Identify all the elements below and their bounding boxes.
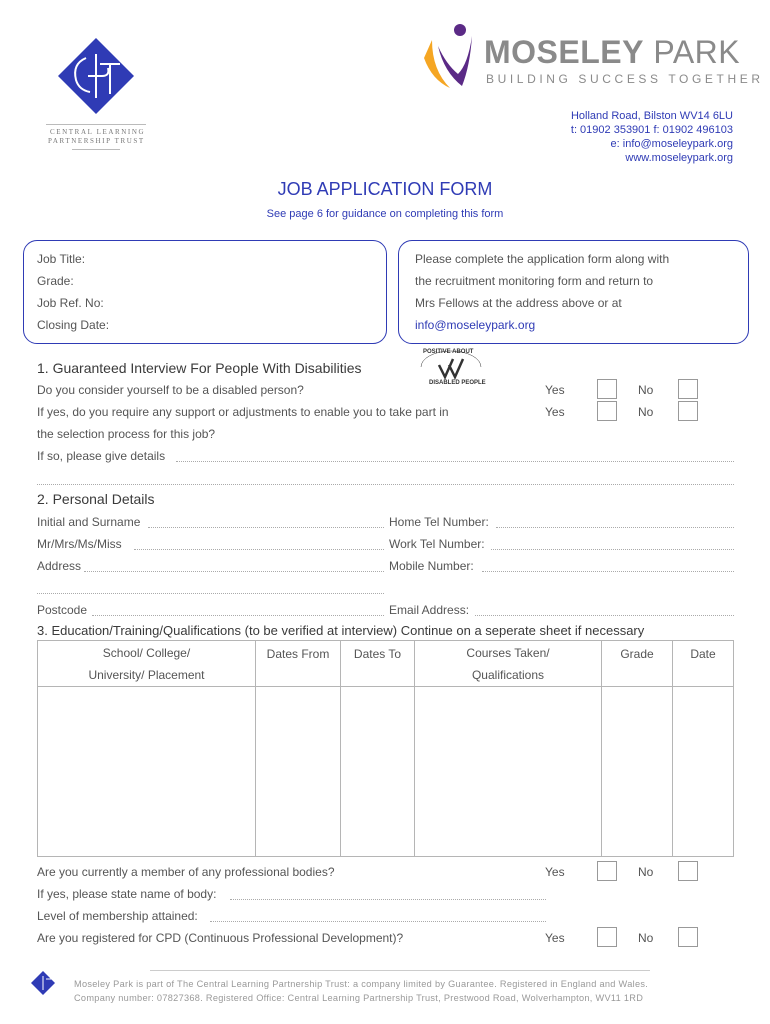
support-no-label: No: [638, 405, 654, 419]
disabled-no-label: No: [638, 383, 654, 397]
footer-logo: [30, 970, 56, 1006]
disabled-question: Do you consider yourself to be a disabled person?: [37, 383, 304, 397]
cltp-name-line2: PARTNERSHIP TRUST: [48, 137, 145, 145]
email-input[interactable]: [475, 615, 734, 616]
courses-column-header: Courses Taken/ Qualifications: [415, 641, 602, 687]
dates-from-cell[interactable]: [256, 687, 341, 857]
disabled-yes-checkbox[interactable]: [597, 379, 617, 399]
cltp-logo: [46, 36, 146, 151]
section3-heading-bold: 3. Education/Training/Qualifications (to be verified at interview): [37, 623, 398, 638]
cltp-name-line1: CENTRAL LEARNING: [50, 128, 146, 136]
cpd-question: Are you registered for CPD (Continuous Professional Development)?: [37, 931, 404, 945]
state-body-input[interactable]: [230, 899, 546, 900]
contact-website[interactable]: www.moseleypark.org: [625, 152, 733, 164]
address-input[interactable]: [84, 571, 384, 572]
instructions-line2: the recruitment monitoring form and return to: [415, 274, 654, 288]
page-subtitle: See page 6 for guidance on completing this form: [266, 208, 504, 220]
work-tel-label: Work Tel Number:: [389, 537, 485, 551]
contact-email: e: info@moseleypark.org: [610, 138, 733, 150]
mobile-input[interactable]: [482, 571, 734, 572]
contact-block: [571, 109, 733, 165]
disability-symbol-badge: [417, 349, 485, 389]
cltp-divider-bottom: [72, 149, 120, 150]
footer-line1: Moseley Park is part of The Central Learning Partnership Trust: a company limited by Guarantee. Registered in England and Wales.: [74, 979, 649, 989]
grade-cell[interactable]: [602, 687, 673, 857]
dates-to-column-header: Dates To: [341, 641, 415, 687]
footer-line2: Company number: 07827368. Registered Office: Central Learning Partnership Trust, Prestwood Road, Wolverhampton, WV11 1RD: [74, 993, 644, 1003]
contact-phone: t: 01902 353901 f: 01902 496103: [570, 124, 733, 136]
moseley-figure-icon: [422, 20, 480, 96]
section3-heading: [37, 623, 644, 638]
date-cell[interactable]: [673, 687, 734, 857]
education-table: [37, 640, 734, 857]
contact-address: Holland Road, Bilston WV14 6LU: [570, 110, 733, 122]
page-title: JOB APPLICATION FORM: [277, 179, 493, 199]
details-label: If so, please give details: [37, 449, 166, 463]
footer-cltp-diamond-icon: [30, 970, 56, 996]
education-entry-row: [38, 687, 734, 857]
address-input-line2[interactable]: [37, 593, 384, 594]
courses-cell[interactable]: [415, 687, 602, 857]
badge-top-text: POSITIVE ABOUT: [423, 349, 474, 355]
initial-surname-input[interactable]: [148, 527, 384, 528]
details-input[interactable]: [176, 461, 734, 462]
cpd-yes-label: Yes: [545, 931, 565, 945]
cpd-yes-checkbox[interactable]: [597, 927, 617, 947]
instructions-line1: Please complete the application form along with: [415, 252, 670, 266]
title-options-label: Mr/Mrs/Ms/Miss: [37, 537, 122, 551]
school-tagline: BUILDING SUCCESS TOGETHER: [486, 72, 764, 86]
postcode-label: Postcode: [37, 603, 88, 617]
support-question-line2: the selection process for this job?: [37, 427, 216, 441]
job-ref-label: Job Ref. No:: [37, 296, 104, 310]
title-options-input[interactable]: [134, 549, 384, 550]
cpd-no-checkbox[interactable]: [678, 927, 698, 947]
disabled-no-checkbox[interactable]: [678, 379, 698, 399]
school-column-header: School/ College/ University/ Placement: [38, 641, 256, 687]
home-tel-label: Home Tel Number:: [389, 515, 489, 529]
grade-label: Grade:: [37, 274, 74, 288]
closing-date-label: Closing Date:: [37, 318, 110, 332]
state-body-label: If yes, please state name of body:: [37, 887, 217, 901]
section3-heading-note: Continue on a seperate sheet if necessary: [400, 623, 645, 638]
instructions-email-link[interactable]: info@moseleypark.org: [415, 318, 536, 332]
school-name-light: PARK: [653, 34, 741, 70]
education-header-row: [38, 641, 734, 687]
moseley-park-logo: [422, 20, 764, 96]
membership-level-label: Level of membership attained:: [37, 909, 198, 923]
support-yes-label: Yes: [545, 405, 565, 419]
grade-column-header: Grade: [602, 641, 673, 687]
professional-yes-label: Yes: [545, 865, 565, 879]
job-title-label: Job Title:: [37, 252, 86, 266]
support-yes-checkbox[interactable]: [597, 401, 617, 421]
home-tel-input[interactable]: [496, 527, 734, 528]
instructions-line3: Mrs Fellows at the address above or at: [415, 296, 622, 310]
support-question-line1: If yes, do you require any support or adjustments to enable you to take part in: [37, 405, 449, 419]
professional-yes-checkbox[interactable]: [597, 861, 617, 881]
postcode-input[interactable]: [92, 615, 384, 616]
section1-heading: 1. Guaranteed Interview For People With Disabilities: [37, 360, 362, 376]
date-column-header: Date: [673, 641, 734, 687]
cltp-divider-top: [46, 124, 146, 125]
footer-divider: [150, 970, 650, 971]
section2-heading: 2. Personal Details: [37, 491, 155, 507]
school-name-bold: MOSELEY: [484, 34, 644, 70]
membership-level-input[interactable]: [210, 921, 546, 922]
cpd-no-label: No: [638, 931, 654, 945]
professional-bodies-question: Are you currently a member of any professional bodies?: [37, 865, 335, 879]
professional-no-label: No: [638, 865, 654, 879]
initial-surname-label: Initial and Surname: [37, 515, 141, 529]
mobile-label: Mobile Number:: [389, 559, 474, 573]
school-cell[interactable]: [38, 687, 256, 857]
cltp-diamond-icon: [46, 36, 146, 116]
work-tel-input[interactable]: [491, 549, 734, 550]
professional-no-checkbox[interactable]: [678, 861, 698, 881]
address-label: Address: [37, 559, 82, 573]
details-input-line2[interactable]: [37, 484, 734, 485]
email-label: Email Address:: [389, 603, 470, 617]
dates-to-cell[interactable]: [341, 687, 415, 857]
dates-from-column-header: Dates From: [256, 641, 341, 687]
disabled-yes-label: Yes: [545, 383, 565, 397]
support-no-checkbox[interactable]: [678, 401, 698, 421]
badge-bottom-text: DISABLED PEOPLE: [429, 380, 486, 386]
